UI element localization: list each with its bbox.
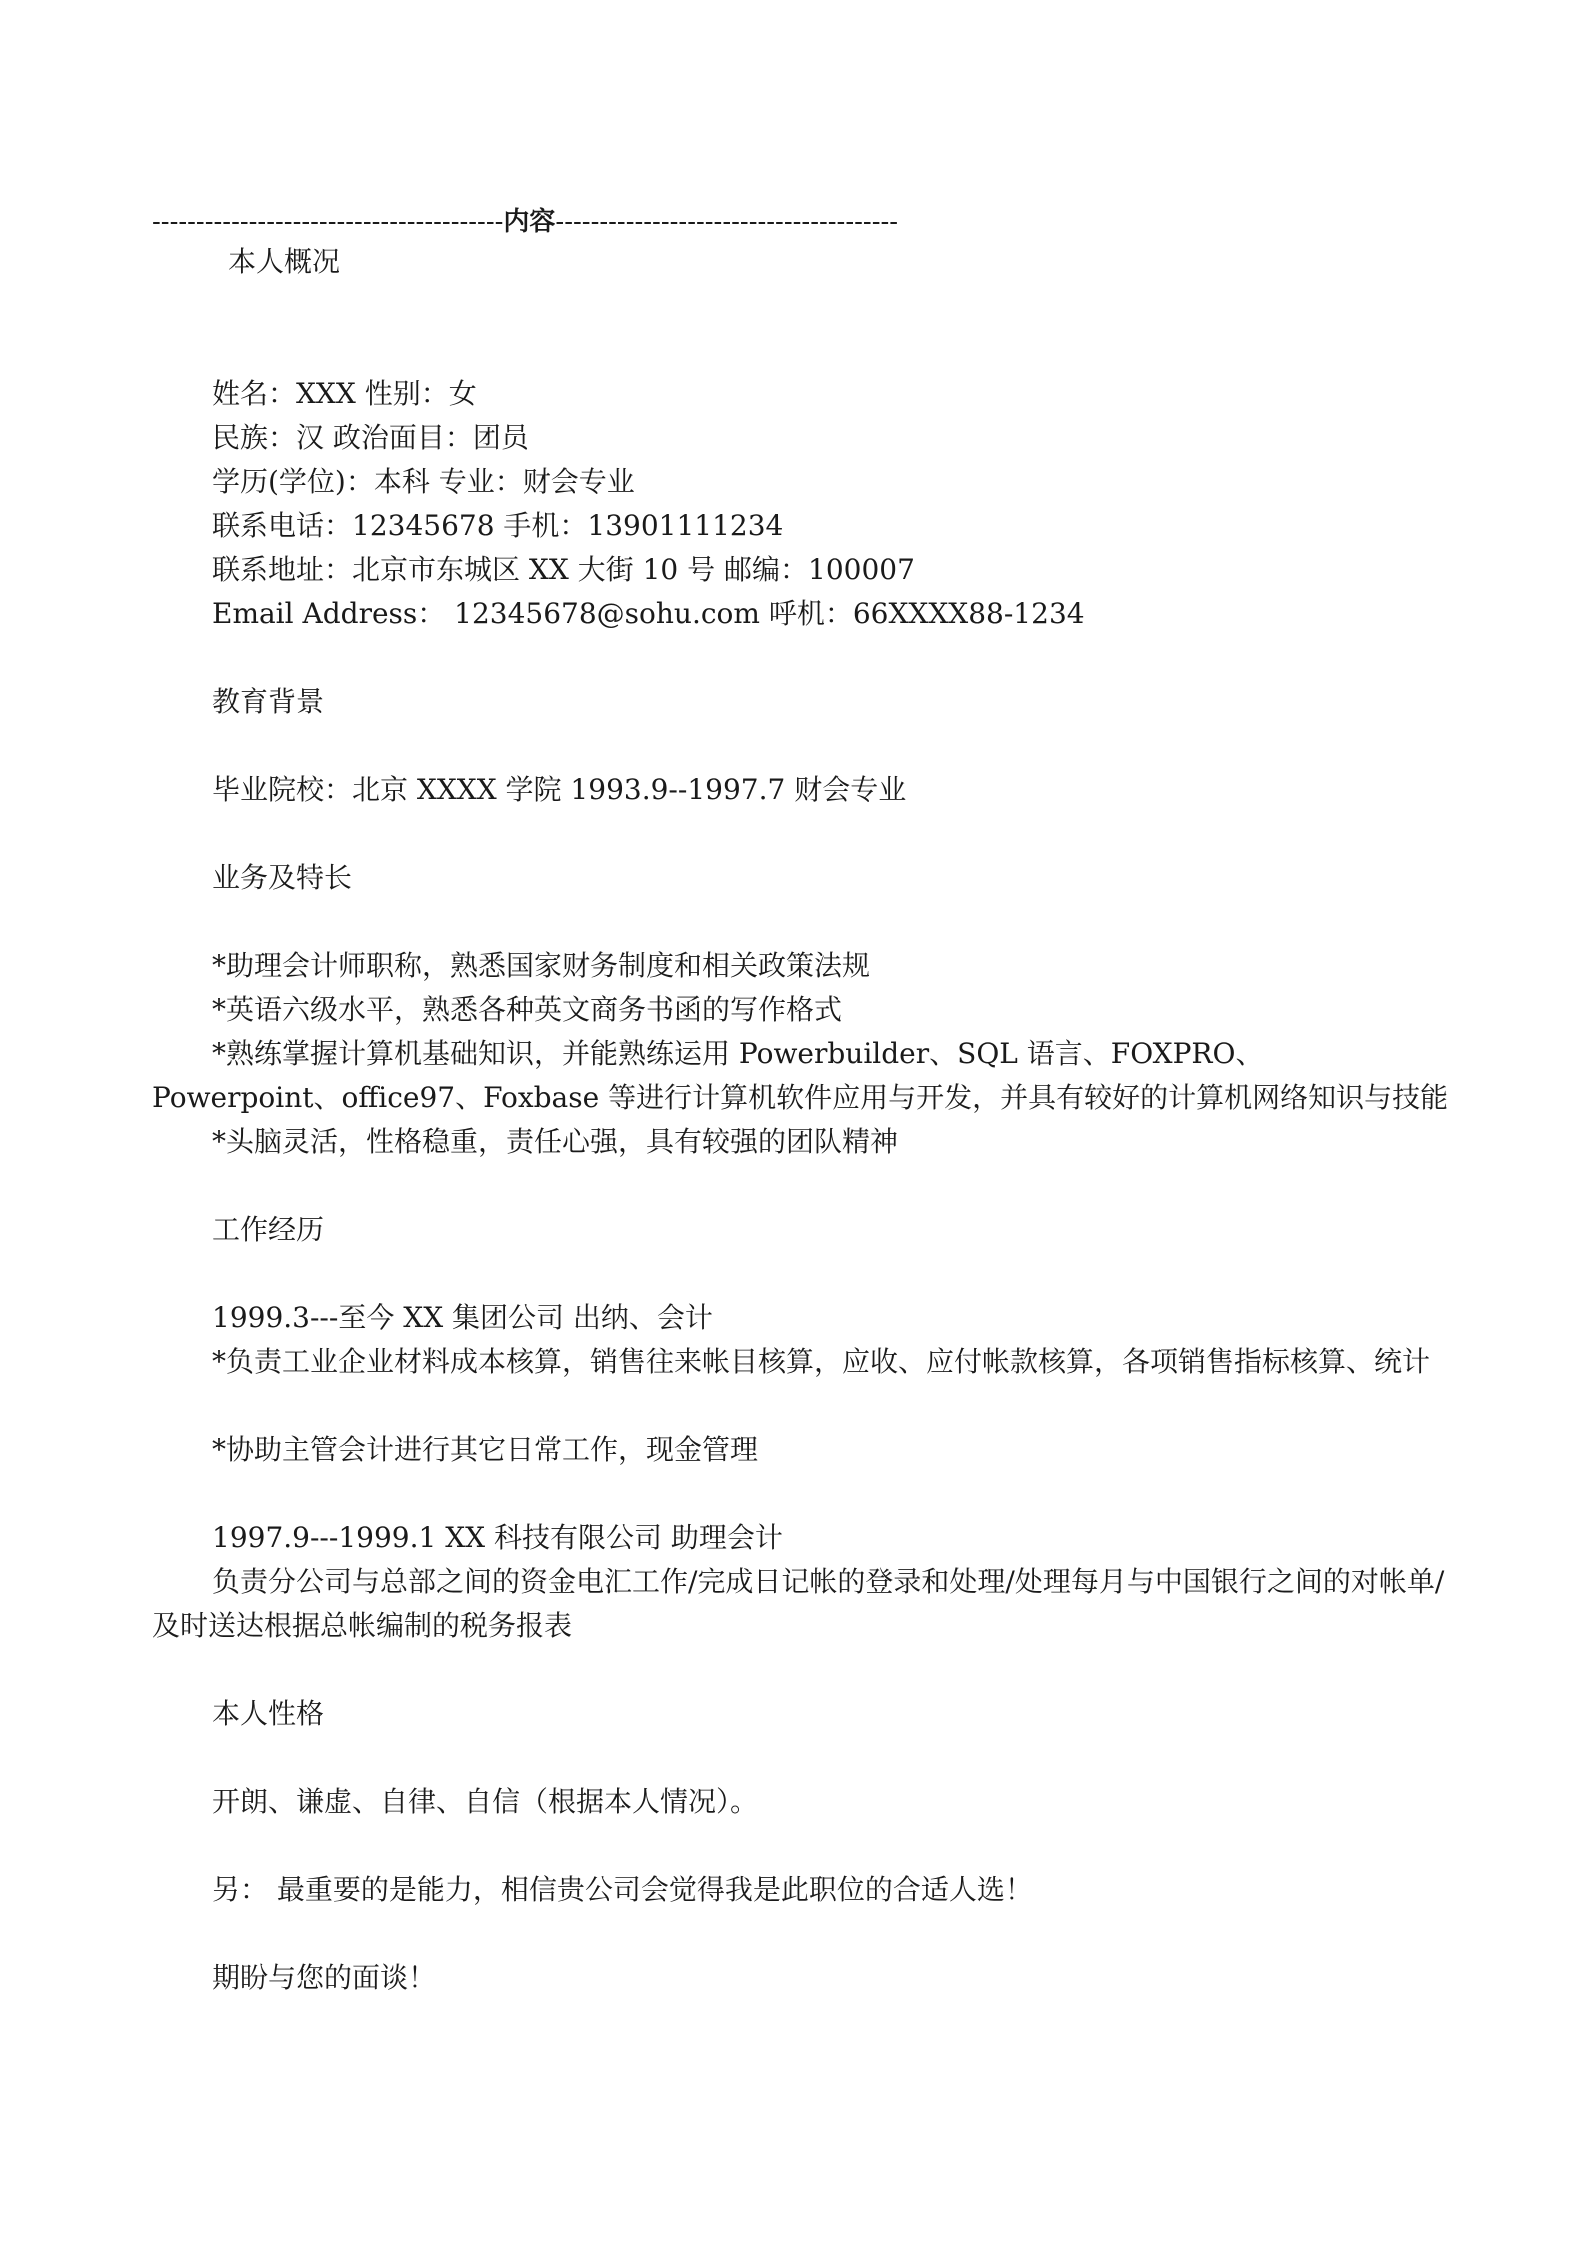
job1-duty-2: *协助主管会计进行其它日常工作，现金管理 bbox=[212, 1433, 759, 1466]
content-divider bbox=[152, 200, 1452, 244]
overview-line-ethnicity: 民族：汉 政治面目：团员 bbox=[212, 421, 529, 454]
overview-line-name: 姓名：XXX 性别：女 bbox=[212, 377, 477, 410]
divider-title: 内容 bbox=[503, 207, 556, 237]
skill-item-1: *助理会计师职称，熟悉国家财务制度和相关政策法规 bbox=[212, 949, 871, 982]
education-title: 教育背景 bbox=[212, 685, 325, 718]
job2-header: 1997.9---1999.1 XX 科技有限公司 助理会计 bbox=[212, 1521, 783, 1554]
work-title: 工作经历 bbox=[212, 1213, 325, 1246]
overview-line-address: 联系地址：北京市东城区 XX 大街 10 号 邮编：100007 bbox=[212, 553, 915, 586]
closing-farewell: 期盼与您的面谈！ bbox=[212, 1961, 437, 1994]
closing-note: 另： 最重要的是能力，相信贵公司会觉得我是此职位的合适人选！ bbox=[212, 1873, 1033, 1906]
job1-duty-1: *负责工业企业材料成本核算，销售往来帐目核算，应收、应付帐款核算，各项销售指标核算、统计 bbox=[212, 1345, 1431, 1378]
skill-item-4: *头脑灵活，性格稳重，责任心强，具有较强的团队精神 bbox=[212, 1125, 899, 1158]
divider-right: --------------------------------------- bbox=[555, 207, 899, 237]
overview-line-phone: 联系电话：12345678 手机：13901111234 bbox=[212, 509, 784, 542]
personality-title: 本人性格 bbox=[212, 1697, 325, 1730]
skill-item-3: *熟练掌握计算机基础知识，并能熟练运用 Powerbuilder、SQL 语言、FOXPRO、Powerpoint、office97、Foxbase 等进行计算机软件应用与开发，并具有较好的计算机网络知识与技能 bbox=[152, 1037, 1449, 1114]
education-line: 毕业院校：北京 XXXX 学院 1993.9--1997.7 财会专业 bbox=[212, 773, 907, 806]
overview-title: 本人概况 bbox=[228, 245, 341, 278]
divider-left: ---------------------------------------- bbox=[152, 207, 504, 237]
personality-line: 开朗、谦虚、自律、自信（根据本人情况）。 bbox=[212, 1785, 759, 1818]
overview-line-degree: 学历(学位)：本科 专业：财会专业 bbox=[212, 465, 635, 498]
job2-duty-1: 负责分公司与总部之间的资金电汇工作/完成日记帐的登录和处理/处理每月与中国银行之间的对帐单/及时送达根据总帐编制的税务报表 bbox=[152, 1565, 1445, 1642]
job1-header: 1999.3---至今 XX 集团公司 出纳、会计 bbox=[212, 1301, 713, 1334]
skills-title: 业务及特长 bbox=[212, 861, 353, 894]
overview-line-email: Email Address： 12345678@sohu.com 呼机：66XXXX88-1234 bbox=[212, 597, 1085, 630]
skill-item-2: *英语六级水平，熟悉各种英文商务书函的写作格式 bbox=[212, 993, 843, 1026]
